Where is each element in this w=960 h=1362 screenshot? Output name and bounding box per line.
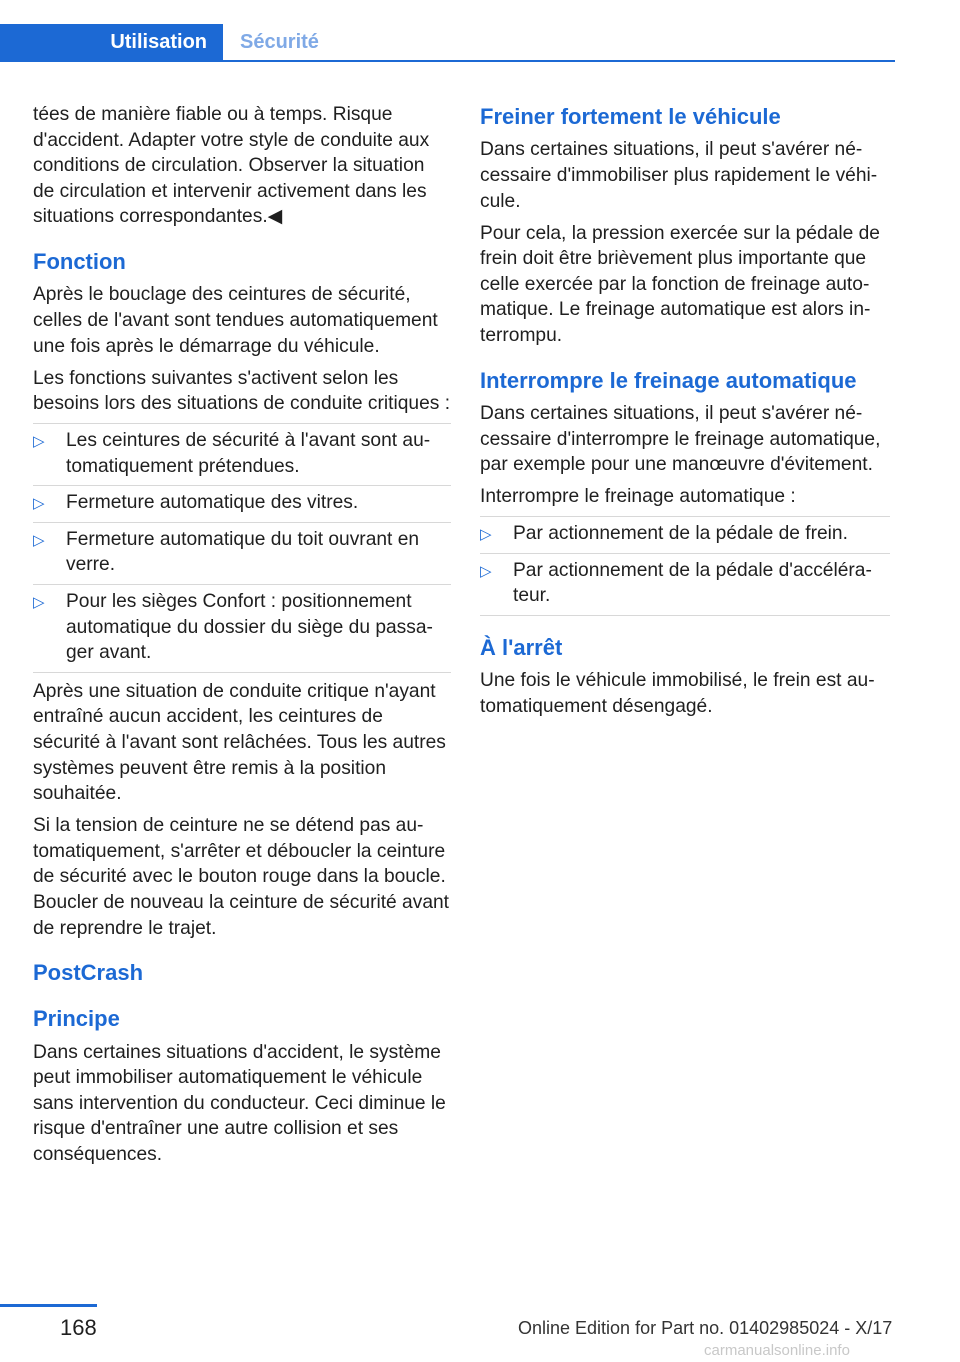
arrow-bullet-icon: ▷ xyxy=(33,495,45,513)
interrompre-paragraph-2: Interrompre le freinage automatique : xyxy=(480,486,796,508)
right-column xyxy=(480,103,890,726)
tab-utilisation[interactable]: Utilisation xyxy=(0,24,223,61)
header-rule xyxy=(0,60,895,62)
list-item xyxy=(33,584,451,673)
fonction-list xyxy=(33,423,451,673)
freiner-paragraph-1: Dans certaines situations, il peut s'avérer nécessaire d'immobiliser plus rapidement le véhicule. xyxy=(480,139,878,212)
list-item-text: Les ceintures de sécurité à l'avant sont automatiquement prétendues. xyxy=(66,430,431,477)
list-item xyxy=(33,485,451,522)
page-number: 168 xyxy=(60,1315,97,1340)
left-column xyxy=(33,102,451,1174)
list-item-text: Fermeture automatique des vitres. xyxy=(66,492,359,514)
arrow-bullet-icon: ▷ xyxy=(480,526,492,544)
watermark: carmanualsonline.info xyxy=(704,1342,850,1359)
after-paragraph-2: Si la tension de ceinture ne se détend pas automatiquement, s'arrêter et déboucler la ceinture de sécurité avec le bouton rouge dans la boucle. Boucler de nouveau la ceinture de sécurité avant de reprendre le trajet. xyxy=(33,815,449,939)
section-title-postcrash: PostCrash xyxy=(33,960,144,986)
tab-securite[interactable]: Sécurité xyxy=(240,31,319,53)
principe-paragraph: Dans certaines situations d'accident, le système peut immobiliser automatiquement le véhicule sans intervention du conducteur. Ceci diminue le risque d'entraîner une autre collision et ses conséquences. xyxy=(33,1041,446,1165)
section-title-freiner: Freiner fortement le véhicule xyxy=(480,104,781,129)
arrow-bullet-icon: ▷ xyxy=(480,562,492,580)
list-item xyxy=(33,423,451,485)
section-title-fonction: Fonction xyxy=(33,248,126,274)
footer-rule xyxy=(0,1304,97,1307)
section-title-principe: Principe xyxy=(33,1006,120,1032)
freiner-paragraph-2: Pour cela, la pression exercée sur la pédale de frein doit être brièvement plus importante que celle exercée par la fonction de freinage automatique. Le freinage automatique est alors interrompu. xyxy=(480,222,880,346)
section-title-arret: À l'arrêt xyxy=(480,634,563,660)
section-title-interrompre: Interrompre le freinage automatique xyxy=(480,367,857,393)
list-item-text: Par actionnement de la pédale d'accélérateur. xyxy=(513,559,872,607)
list-item xyxy=(33,522,451,584)
interrompre-paragraph-1: Dans certaines situations, il peut s'avérer nécessaire d'interrompre le freinage automatique, par exemple pour une manœuvre d'évitement. xyxy=(480,402,881,476)
arret-paragraph: Une fois le véhicule immobilisé, le frein est automatiquement désengagé. xyxy=(480,670,875,717)
list-item xyxy=(480,553,890,616)
edition-note: Online Edition for Part no. 01402985024 - X/17 xyxy=(518,1318,893,1338)
fonction-paragraph-2: Les fonctions suivantes s'activent selon les besoins lors des situations de conduite critiques : xyxy=(33,367,451,415)
interrompre-list xyxy=(480,516,890,616)
fonction-paragraph-1: Après le bouclage des ceintures de sécurité, celles de l'avant sont tendues automatiquement une fois après le démarrage du véhicule. xyxy=(33,284,438,357)
page-header xyxy=(0,0,960,62)
list-item-text: Fermeture automatique du toit ouvrant en verre. xyxy=(66,528,420,576)
arrow-bullet-icon: ▷ xyxy=(33,433,45,451)
list-item xyxy=(480,516,890,553)
list-item-text: Pour les sièges Confort : positionnement automatique du dossier du siège du passager avant. xyxy=(66,591,433,664)
intro-paragraph: tées de manière fiable ou à temps. Risque d'accident. Adapter votre style de conduite aux conditions de circulation. Observer la situation de circulation et intervenir activement dans les situations correspondantes.◀ xyxy=(33,104,430,228)
after-paragraph-1: Après une situation de conduite critique n'ayant entraîné aucun accident, les ceintures de sécurité à l'avant sont relâchées. Tous les autres systèmes peuvent être remis à la position souhaitée. xyxy=(33,680,446,805)
arrow-bullet-icon: ▷ xyxy=(33,531,45,549)
list-item-text: Par actionnement de la pédale de frein. xyxy=(513,523,848,545)
arrow-bullet-icon: ▷ xyxy=(33,594,45,612)
